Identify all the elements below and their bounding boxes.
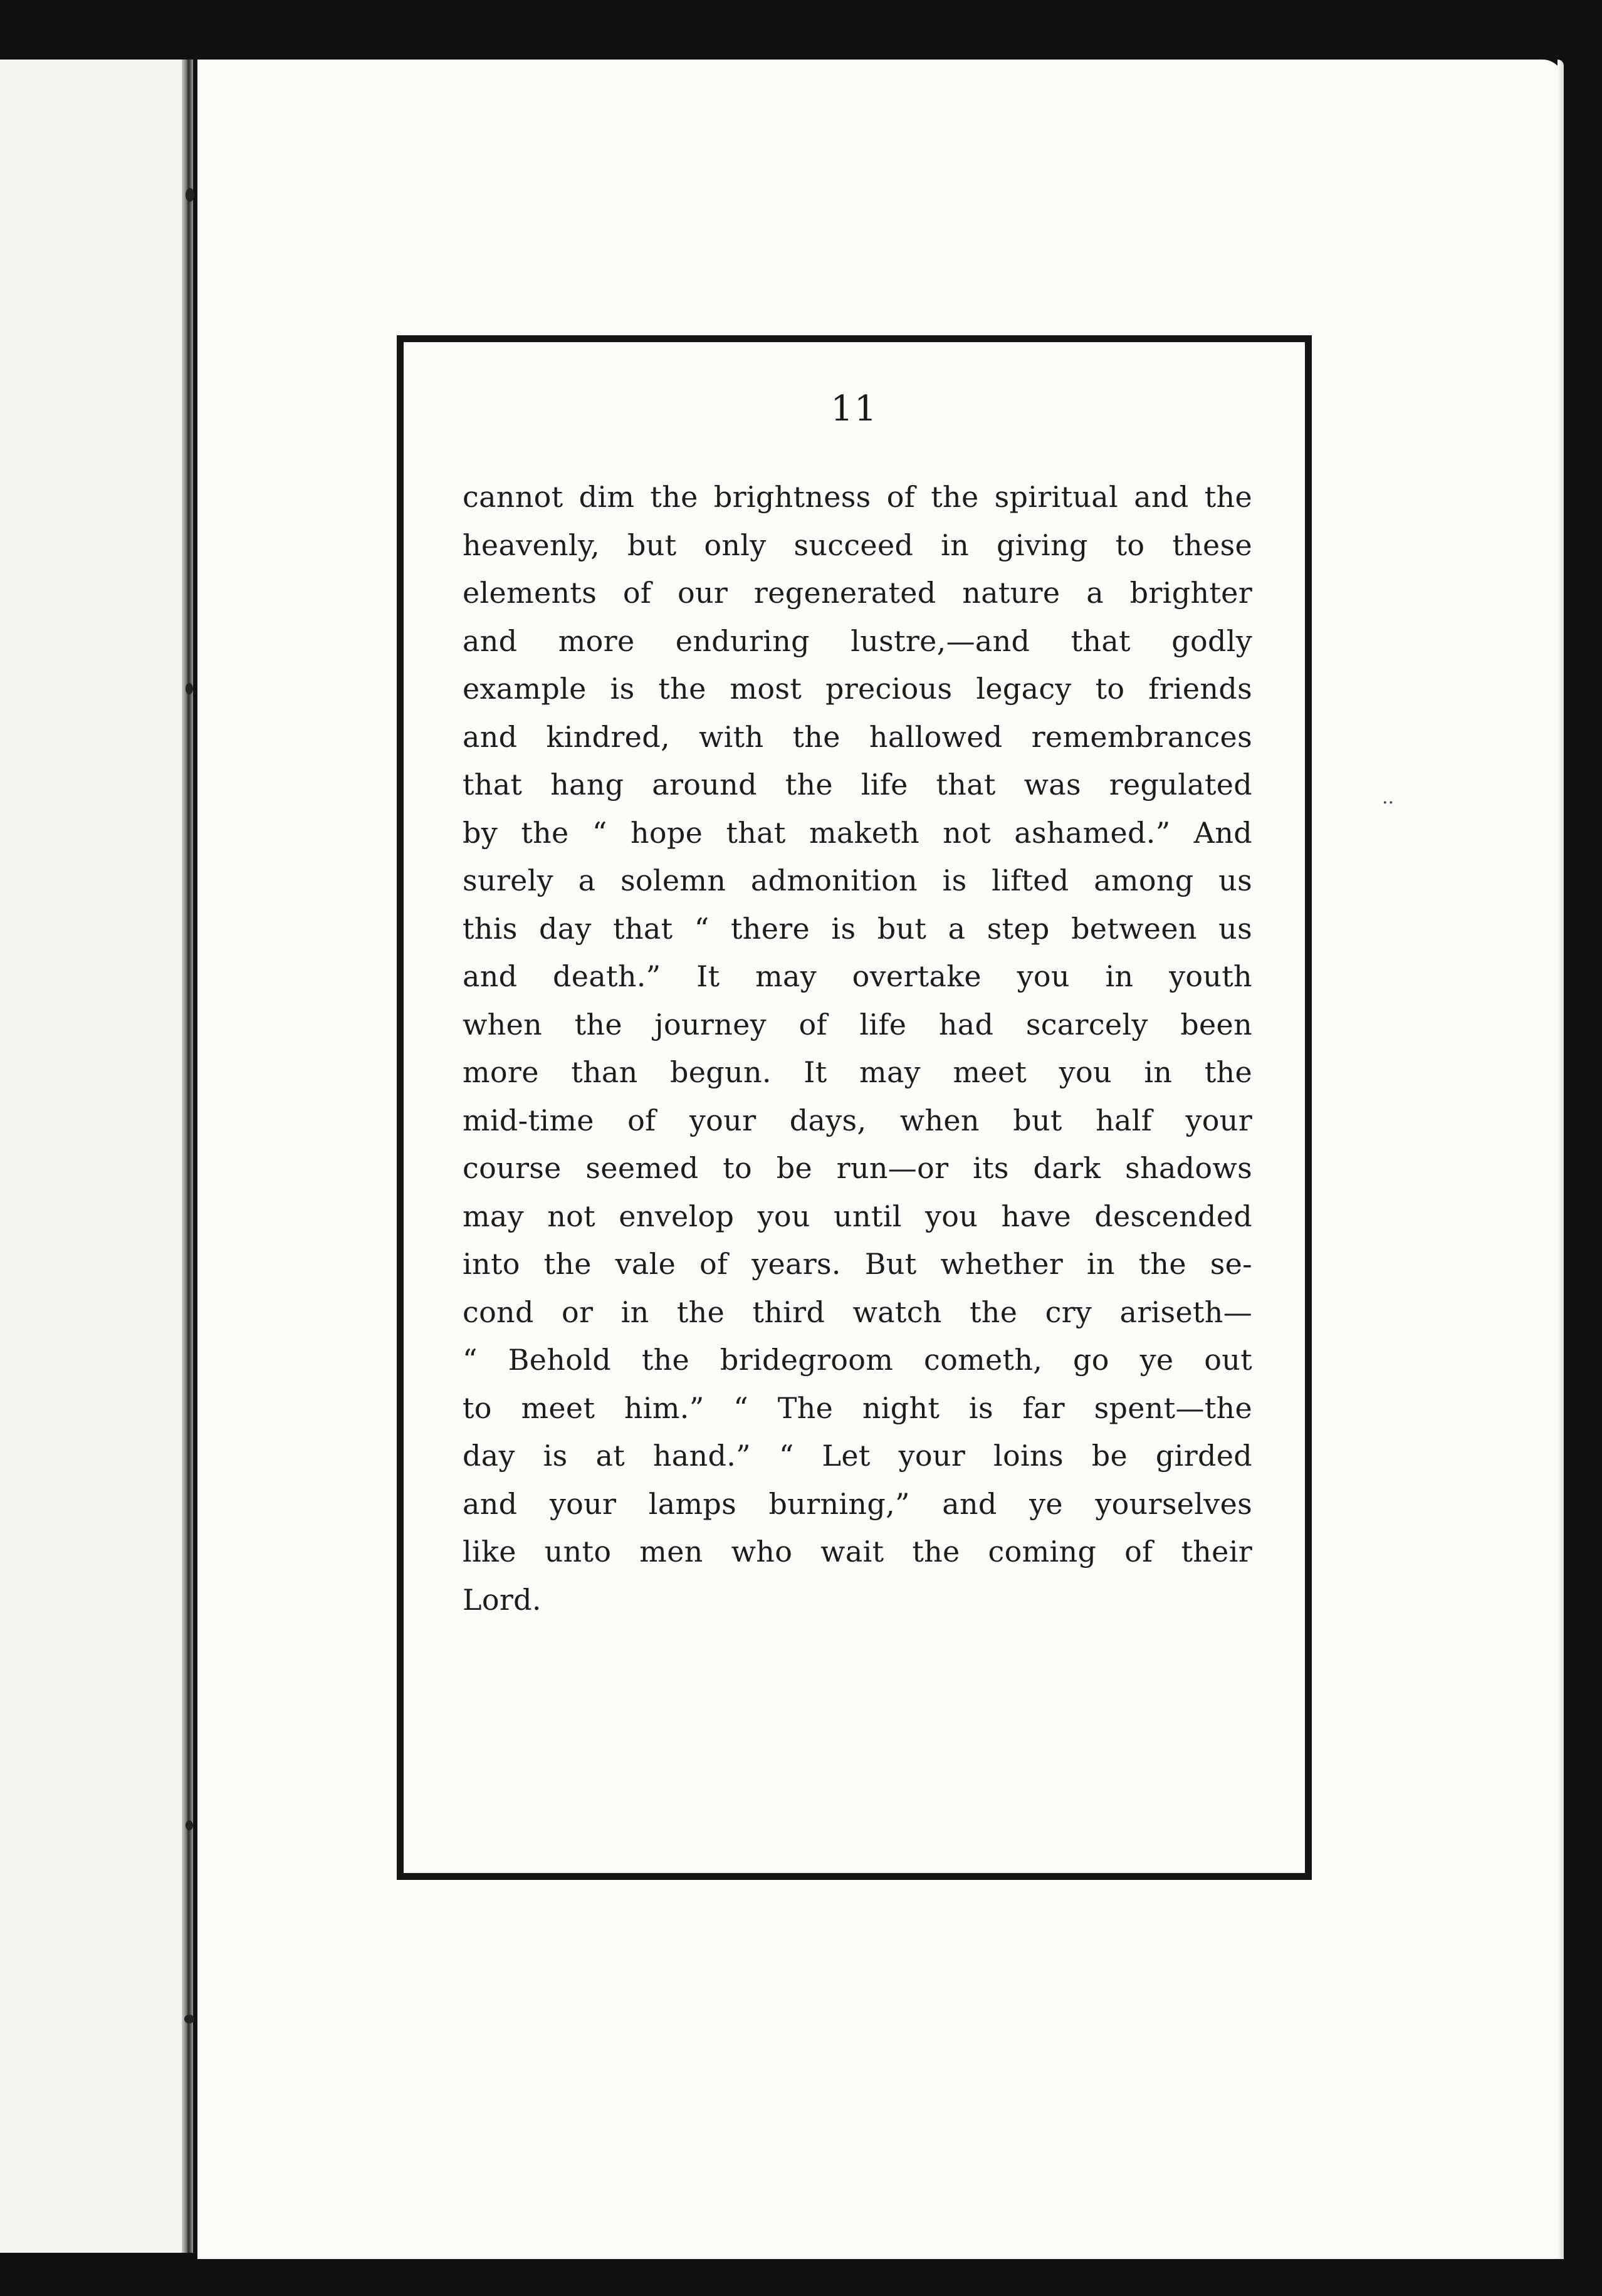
binding-speck (186, 683, 193, 694)
text-line: this day that “ there is but a step between us (463, 911, 1252, 946)
text-line: and more enduring lustre,—and that godly (463, 624, 1252, 658)
text-line: may not envelop you until you have descended (463, 1199, 1252, 1233)
text-line: to meet him.” “ The night is far spent—the (463, 1391, 1252, 1425)
text-line: “ Behold the bridegroom cometh, go ye out (463, 1343, 1252, 1377)
body-text (463, 473, 1252, 1624)
page-number: 11 (830, 389, 878, 429)
text-line: mid-time of your days, when but half your (463, 1103, 1252, 1137)
text-line: into the vale of years. But whether in the se- (463, 1247, 1252, 1281)
text-line: Lord. (463, 1582, 542, 1617)
binding-speck (186, 188, 194, 202)
text-line: day is at hand.” “ Let your loins be girded (463, 1439, 1252, 1473)
facing-page-edge (0, 60, 188, 2253)
book-gutter (182, 60, 193, 2253)
binding-speck (184, 2015, 194, 2023)
stray-ink-mark: .. (1382, 786, 1395, 808)
text-line: by the “ hope that maketh not ashamed.” And (463, 815, 1252, 850)
text-line: surely a solemn admonition is lifted among us (463, 864, 1252, 897)
text-line: cond or in the third watch the cry ariseth— (463, 1295, 1252, 1329)
text-line: heavenly, but only succeed in giving to these (463, 528, 1252, 562)
text-line: when the journey of life had scarcely been (463, 1007, 1252, 1041)
text-line: like unto men who wait the coming of their (463, 1535, 1252, 1568)
text-line: more than begun. It may meet you in the (463, 1055, 1252, 1089)
text-line: and kindred, with the hallowed remembrances (463, 719, 1252, 754)
page-edge-shadow (1558, 60, 1564, 2259)
text-line: course seemed to be run—or its dark shadows (463, 1151, 1252, 1185)
binding-speck (186, 1820, 193, 1830)
text-line: and death.” It may overtake you in youth (463, 959, 1252, 993)
text-line: that hang around the life that was regulated (463, 768, 1252, 801)
text-line: elements of our regenerated nature a brighter (463, 576, 1252, 610)
text-line: example is the most precious legacy to friends (463, 672, 1252, 706)
text-line: cannot dim the brightness of the spiritual and the (463, 480, 1252, 514)
text-line: and your lamps burning,” and ye yourselves (463, 1486, 1252, 1521)
